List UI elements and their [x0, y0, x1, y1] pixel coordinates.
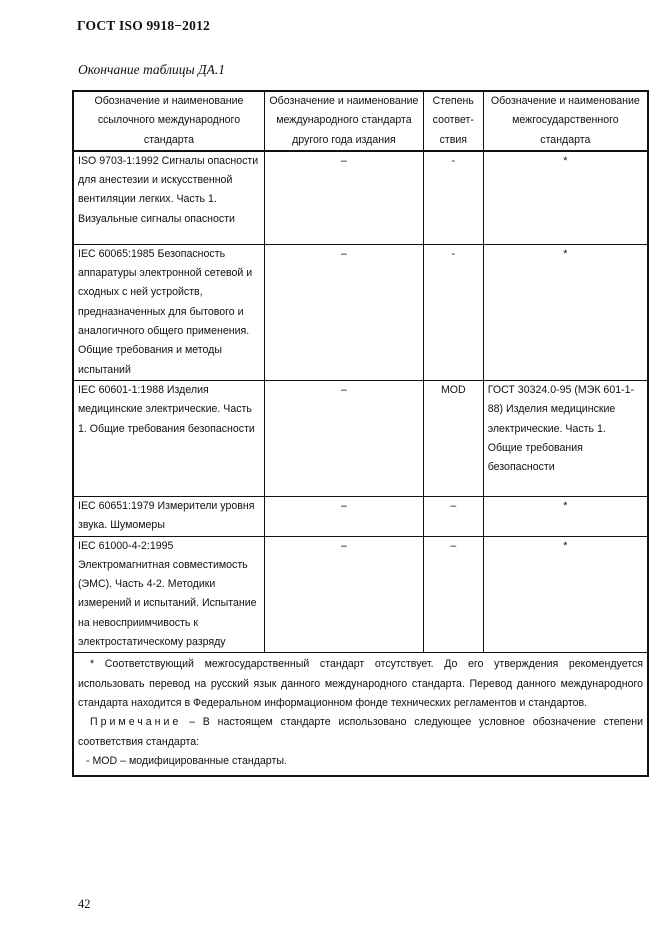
table-header-row [73, 91, 648, 151]
cell-other-year-standard: – [264, 380, 423, 496]
table-row [73, 380, 648, 496]
page-number: 42 [78, 897, 91, 911]
header-cell-interstate-standard: Обозначение и наименование межгосударственного стандарта [483, 91, 648, 151]
document-header: ГОСТ ISO 9918−2012 [77, 18, 210, 33]
header-cell-conformity-degree: Степень соответ-ствия [423, 91, 483, 151]
cell-conformity-degree: – [423, 536, 483, 653]
cell-conformity-degree: - [423, 151, 483, 245]
cell-other-year-standard: – [264, 244, 423, 380]
cell-reference-standard: IEC 61000-4-2:1995 Электромагнитная совместимость (ЭМС). Часть 4-2. Методики измерений и испытаний. Испытание на невосприимчивость к электростатическому разряду [73, 536, 264, 653]
cell-interstate-standard: * [483, 496, 648, 536]
cell-reference-standard: IEC 60065:1985 Безопасность аппаратуры электронной сетевой и сходных с ней устройств, предназначенных для бытового и аналогичного общего применения. Общие требования и методы испытаний [73, 244, 264, 380]
cell-conformity-degree: MOD [423, 380, 483, 496]
note-text: – В настоящем стандарте использовано следующее условное обозначение степени соответствия стандарта: [78, 716, 643, 748]
table-caption: Окончание таблицы ДА.1 [78, 62, 225, 77]
cell-other-year-standard: – [264, 151, 423, 245]
footnote-cell [73, 653, 648, 776]
header-cell-reference-standard: Обозначение и наименование ссылочного международного стандарта [73, 91, 264, 151]
cell-interstate-standard: * [483, 244, 648, 380]
standards-table [72, 90, 649, 777]
cell-reference-standard: ISO 9703-1:1992 Сигналы опасности для анестезии и искусственной вентиляции легких. Часть 1. Визуальные сигналы опасности [73, 151, 264, 245]
cell-conformity-degree: – [423, 496, 483, 536]
table-row [73, 244, 648, 380]
header-cell-other-year-standard: Обозначение и наименование международного стандарта другого года издания [264, 91, 423, 151]
footnote-text: * Соответствующий межгосударственный стандарт отсутствует. До его утверждения рекомендуется использовать перевод на русский язык данного международного стандарта. Перевод данного международного стандарта находится в Федеральном информационном фонде технических регламентов и стандартов. [78, 658, 643, 709]
table-footnote-row [73, 653, 648, 776]
cell-reference-standard: IEC 60601-1:1988 Изделия медицинские электрические. Часть 1. Общие требования безопасности [73, 380, 264, 496]
table-row [73, 536, 648, 653]
note-paragraph [78, 713, 643, 752]
cell-reference-standard: IEC 60651:1979 Измерители уровня звука. Шумомеры [73, 496, 264, 536]
mod-definition: - MOD – модифицированные стандарты. [86, 754, 287, 767]
table-row [73, 496, 648, 536]
table-row [73, 151, 648, 245]
cell-interstate-standard: * [483, 151, 648, 245]
cell-other-year-standard: – [264, 536, 423, 653]
cell-conformity-degree: - [423, 244, 483, 380]
cell-interstate-standard: * [483, 536, 648, 653]
note-label: Примечание [90, 716, 182, 729]
cell-other-year-standard: – [264, 496, 423, 536]
cell-interstate-standard: ГОСТ 30324.0-95 (МЭК 601-1-88) Изделия медицинские электрические. Часть 1. Общие требования безопасности [483, 380, 648, 496]
